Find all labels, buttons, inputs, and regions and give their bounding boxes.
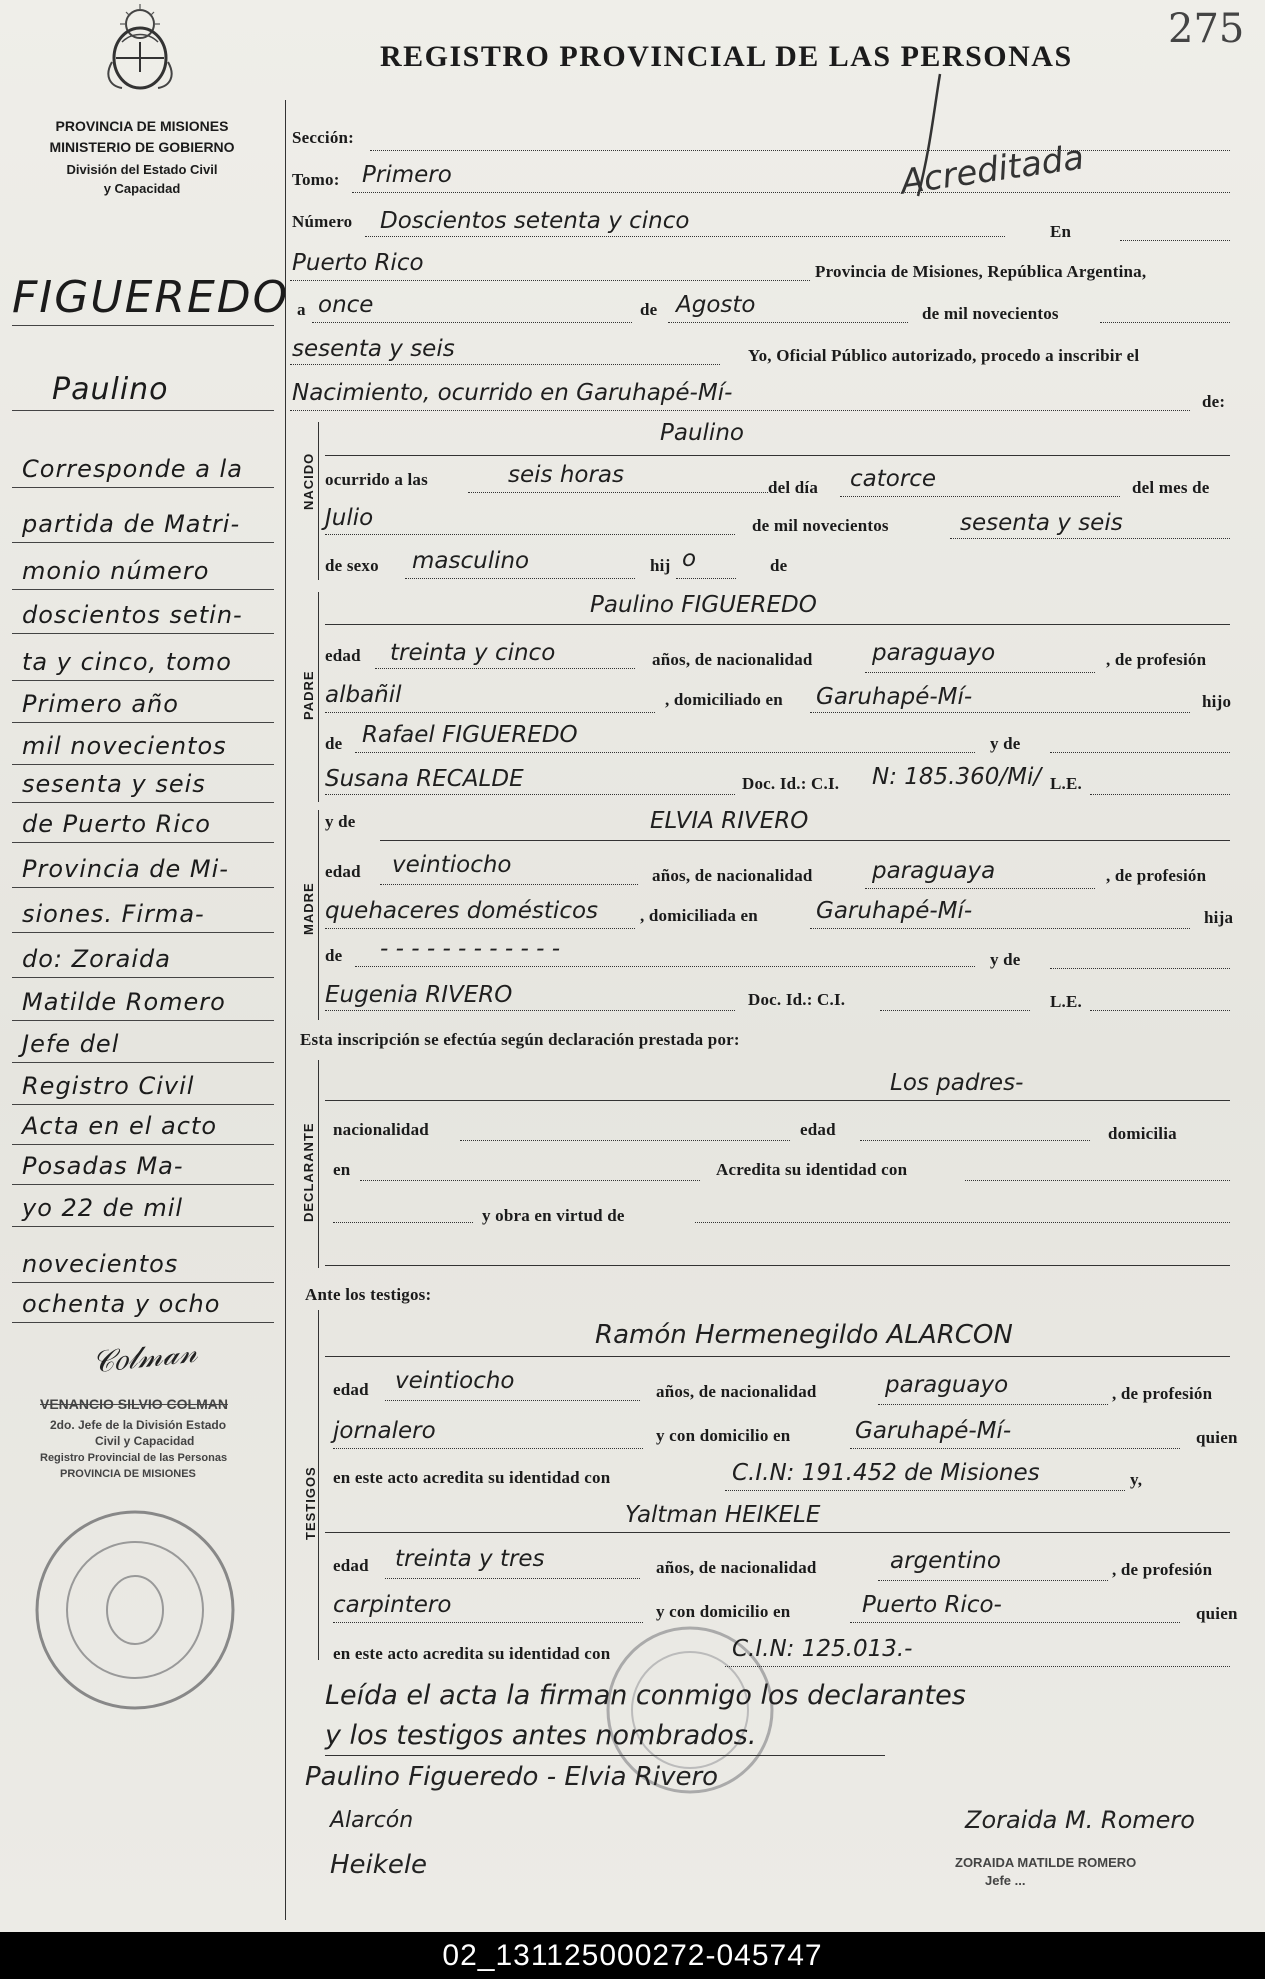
label-de-3: de: [325, 734, 343, 753]
institution-ministry: MINISTERIO DE GOBIERNO: [49, 139, 235, 155]
label-anos-nac-2: años, de nacionalidad: [652, 866, 813, 885]
institution-division: División del Estado Civil: [66, 162, 218, 177]
value-dia: once: [318, 292, 374, 318]
value-t1-prof: jornalero: [333, 1418, 436, 1444]
margin-note-line: do: Zoraida: [22, 945, 171, 973]
margin-official-signature: 𝒞𝑜𝓁𝓂𝒶𝓃: [90, 1334, 199, 1381]
value-numero: Doscientos setenta y cinco: [380, 208, 690, 234]
label-de: de: [640, 300, 658, 319]
value-madre-nac: paraguaya: [872, 858, 996, 884]
label-acredita: Acredita su identidad con: [716, 1160, 908, 1179]
label-de-2: de: [770, 556, 788, 575]
value-mes: Agosto: [676, 292, 756, 318]
value-madre-edad: veintiocho: [392, 852, 512, 878]
value-padre-nac: paraguayo: [872, 640, 996, 666]
label-con-domicilio: y con domicilio en: [656, 1426, 791, 1445]
margin-note-line: ta y cinco, tomo: [22, 648, 232, 676]
form-title: REGISTRO PROVINCIAL DE LAS PERSONAS: [380, 40, 1073, 73]
label-tomo: Tomo:: [292, 170, 340, 189]
margin-official-role: 2do. Jefe de la División Estado: [50, 1418, 227, 1432]
value-lugar: Puerto Rico: [292, 250, 424, 276]
official-stamp-name: ZORAIDA MATILDE ROMERO: [955, 1855, 1137, 1870]
parents-signatures: Paulino Figueredo - Elvia Rivero: [305, 1762, 719, 1792]
margin-given-name: Paulino: [52, 372, 169, 407]
value-anio-nac: sesenta y seis: [960, 510, 1123, 536]
institution-capacity: y Capacidad: [103, 181, 181, 196]
label-doc-id: Doc. Id.: C.I.: [742, 774, 840, 793]
label-hijo: hijo: [1202, 692, 1232, 711]
value-hijo-suffix: o: [682, 546, 697, 572]
label-domicilia: domicilia: [1108, 1124, 1177, 1143]
value-t2-nac: argentino: [890, 1548, 1001, 1574]
label-edad-2: edad: [325, 862, 361, 881]
label-profesion: , de profesión: [1106, 650, 1207, 669]
label-hij: hij: [650, 556, 671, 575]
acreditada-annotation: Acreditada: [898, 137, 1087, 203]
label-profesion-4: , de profesión: [1112, 1560, 1213, 1579]
label-doc-id-2: Doc. Id.: C.I.: [748, 990, 846, 1009]
section-label-nacido: NACIDO: [301, 452, 316, 510]
label-acredita-2: en este acto acredita su identidad con: [333, 1468, 611, 1487]
value-declarantes: Los padres-: [890, 1070, 1024, 1096]
value-anio: sesenta y seis: [292, 336, 455, 362]
margin-note-line: sesenta y seis: [22, 770, 206, 798]
label-en-2: en: [333, 1160, 351, 1179]
value-acto: Nacimiento, ocurrido en Garuhapé-Mí-: [292, 380, 733, 406]
value-testigo-1: Ramón Hermenegildo ALARCON: [595, 1320, 1013, 1350]
label-y-de-2: y de: [325, 812, 356, 831]
institution-province: PROVINCIA DE MISIONES: [55, 118, 229, 134]
value-t2-edad: treinta y tres: [395, 1546, 545, 1572]
label-y-de: y de: [990, 734, 1021, 753]
value-nombre: Paulino: [660, 420, 744, 446]
value-t1-ci: C.I.N: 191.452 de Misiones: [732, 1460, 1040, 1486]
label-oficial: Yo, Oficial Público autorizado, procedo a inscribir el: [748, 346, 1140, 365]
label-domiciliado: , domiciliado en: [665, 690, 783, 709]
label-le-2: L.E.: [1050, 992, 1082, 1011]
margin-note-line: novecientos: [22, 1250, 179, 1278]
label-quien: quien: [1196, 1428, 1238, 1447]
margin-note-line: Posadas Ma-: [22, 1152, 184, 1180]
page-number: 275: [1168, 6, 1245, 52]
official-seal-stamp: [30, 1505, 240, 1715]
margin-note-line: Primero año: [22, 690, 179, 718]
section-label-madre: MADRE: [301, 882, 316, 935]
label-a: a: [297, 300, 306, 319]
label-numero: Número: [292, 212, 353, 231]
label-y: y,: [1130, 1470, 1143, 1489]
label-del-mes: del mes de: [1132, 478, 1210, 497]
margin-note-line: Registro Civil: [22, 1072, 195, 1100]
label-nacionalidad: nacionalidad: [333, 1120, 429, 1139]
value-t2-dom: Puerto Rico-: [862, 1592, 1002, 1618]
label-con-domicilio-2: y con domicilio en: [656, 1602, 791, 1621]
witness-signature-1: Alarcón: [330, 1808, 414, 1833]
value-padre-prof: albañil: [325, 682, 402, 708]
margin-official-name: VENANCIO SILVIO COLMAN: [40, 1396, 228, 1412]
label-edad: edad: [325, 646, 361, 665]
value-madre-nombre: ELVIA RIVERO: [650, 808, 809, 834]
label-anos-nac-3: años, de nacionalidad: [656, 1382, 817, 1401]
margin-note-line: Acta en el acto: [22, 1112, 218, 1140]
label-profesion-3: , de profesión: [1112, 1384, 1213, 1403]
value-abuelo: Rafael FIGUEREDO: [362, 722, 578, 748]
label-declaracion: Esta inscripción se efectúa según declaración prestada por:: [300, 1030, 740, 1049]
margin-note-line: yo 22 de mil: [22, 1194, 184, 1222]
value-madre-prof: quehaceres domésticos: [325, 898, 599, 924]
section-label-testigos: TESTIGOS: [303, 1466, 318, 1540]
value-madre-dom: Garuhapé-Mí-: [816, 898, 973, 924]
margin-note-line: Jefe del: [22, 1030, 120, 1058]
label-sexo: de sexo: [325, 556, 379, 575]
label-le: L.E.: [1050, 774, 1082, 793]
margin-note-line: monio número: [22, 557, 210, 585]
value-hora: seis horas: [508, 462, 624, 488]
document-id-footer: 02_131125000272-045747: [0, 1932, 1265, 1979]
label-domiciliada: , domiciliada en: [640, 906, 758, 925]
value-t2-ci: C.I.N: 125.013.-: [732, 1636, 913, 1662]
label-edad-3: edad: [800, 1120, 836, 1139]
value-t1-dom: Garuhapé-Mí-: [855, 1418, 1012, 1444]
margin-note-line: siones. Firma-: [22, 900, 205, 928]
label-quien-2: quien: [1196, 1604, 1238, 1623]
value-mes-nac: Julio: [325, 505, 374, 531]
label-de-mil: de mil novecientos: [922, 304, 1059, 323]
value-padre-edad: treinta y cinco: [390, 640, 556, 666]
margin-note-line: partida de Matri-: [22, 510, 241, 538]
value-t2-prof: carpintero: [333, 1592, 452, 1618]
label-anos-nac: años, de nacionalidad: [652, 650, 813, 669]
label-provincia: Provincia de Misiones, República Argentina,: [815, 262, 1147, 281]
label-en: En: [1050, 222, 1072, 241]
margin-note-line: mil novecientos: [22, 732, 227, 760]
label-acredita-3: en este acto acredita su identidad con: [333, 1644, 611, 1663]
annotation-stroke: [910, 70, 950, 200]
value-padre-nombre: Paulino FIGUEREDO: [590, 592, 817, 618]
value-sexo: masculino: [412, 548, 530, 574]
margin-note-line: doscientos setin-: [22, 601, 243, 629]
label-y-de-3: y de: [990, 950, 1021, 969]
label-edad-5: edad: [333, 1556, 369, 1575]
margin-note-line: de Puerto Rico: [22, 810, 211, 838]
label-de-4: de: [325, 946, 343, 965]
label-de-colon: de:: [1202, 392, 1226, 411]
value-madre-padre: - - - - - - - - - - - -: [380, 936, 561, 962]
margin-official-role: Registro Provincial de las Personas: [40, 1452, 228, 1464]
official-signature: Zoraida M. Romero: [965, 1806, 1195, 1834]
closing-text-line-2: y los testigos antes nombrados.: [325, 1720, 757, 1751]
value-madre-madre: Eugenia RIVERO: [325, 982, 513, 1008]
margin-official-role: Civil y Capacidad: [95, 1434, 195, 1448]
value-testigo-2: Yaltman HEIKELE: [625, 1502, 821, 1528]
section-label-padre: PADRE: [301, 670, 316, 720]
value-dia-nac: catorce: [850, 466, 937, 492]
label-del-dia: del día: [768, 478, 819, 497]
label-anos-nac-4: años, de nacionalidad: [656, 1558, 817, 1577]
witness-signature-2: Heikele: [330, 1850, 428, 1880]
value-tomo: Primero: [362, 162, 452, 188]
label-ante: Ante los testigos:: [305, 1285, 432, 1304]
label-profesion-2: , de profesión: [1106, 866, 1207, 885]
value-padre-dom: Garuhapé-Mí-: [816, 684, 973, 710]
section-label-declarante: DECLARANTE: [301, 1122, 316, 1222]
label-obra: y obra en virtud de: [482, 1206, 625, 1225]
label-hija: hija: [1204, 908, 1234, 927]
label-seccion: Sección:: [292, 128, 355, 147]
label-de-mil-2: de mil novecientos: [752, 516, 889, 535]
label-ocurrido: ocurrido a las: [325, 470, 428, 489]
label-edad-4: edad: [333, 1380, 369, 1399]
value-t1-edad: veintiocho: [395, 1368, 515, 1394]
value-padre-ci: N: 185.360/Mi/: [872, 764, 1042, 790]
margin-official-role: PROVINCIA DE MISIONES: [60, 1468, 196, 1480]
official-stamp-role: Jefe ...: [985, 1873, 1026, 1888]
value-abuela: Susana RECALDE: [325, 766, 524, 792]
margin-note-line: Matilde Romero: [22, 988, 226, 1016]
margin-note-line: ochenta y ocho: [22, 1290, 221, 1318]
closing-text-line-1: Leída el acta la firman conmigo los declarantes: [325, 1680, 966, 1711]
value-t1-nac: paraguayo: [885, 1372, 1009, 1398]
margin-note-line: Corresponde a la: [22, 455, 243, 483]
margin-note-line: Provincia de Mi-: [22, 855, 229, 883]
coat-of-arms-emblem: [92, 2, 188, 92]
margin-surname: FIGUEREDO: [12, 272, 290, 323]
